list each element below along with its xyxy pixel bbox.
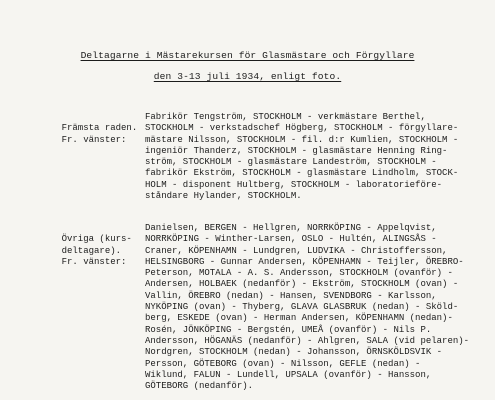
text-line: fabrikör Ekström, STOCKHOLM - glasmästare Lindholm, STOCK- [145,168,459,179]
text-line: mästare Nilsson, STOCKHOLM - fil. d:r Kumlien, STOCKHOLM - [145,134,459,145]
front-row-label-line: Främsta raden. [61,123,138,134]
text-line: NYKÖPING (ovan) - Thyberg, GLAVA GLASBRUK (nedan) - Sköld- [145,302,459,313]
text-line: Danielsen, BERGEN - Hellgren, NORRKÖPING - Appelqvist, [145,223,437,233]
text-line: Persson, GÖTEBORG (ovan) - Nilsson, GEFLE (nedan) - [145,358,421,369]
text-line: ståndare Hylander, STOCKHOLM. [145,191,302,202]
text-line: Nordgren, STOCKHOLM (nedan) - Johansson, ÖRNSKÖLDSVIK - [145,347,443,358]
text-line: Andersen, HOLBAEK (nedanför) - Ekström, STOCKHOLM (ovan) - [145,279,459,290]
text-line: Wiklund, FALUN - Lundell, UPSALA (ovanför) - Hansson, [145,369,432,380]
text-line: GÖTEBORG (nedanför). [145,381,254,392]
other-rows-names [145,223,495,392]
other-rows-label-line: Övriga (kurs- [61,234,132,245]
text-line: berg, ESKEDE (ovan) - Herman Andersen, KÖPENHAMN (nedan)- [145,313,453,324]
other-rows-label-line: deltagare). [61,245,122,256]
text-line: Fabrikör Tengström, STOCKHOLM - verkmästare Berthel, [145,112,426,122]
document-title-line-2: den 3-13 juli 1934, enligt foto. [153,71,342,82]
other-rows-label [40,223,140,279]
front-row-names [145,112,495,202]
text-line: Peterson, MOTALA - A. S. Andersson, STOCKHOLM (ovanför) - [145,268,453,279]
text-line: ingeniör Thanderz, STOCKHOLM - glasmästare Henning Ring- [145,145,448,156]
document-title-line-1: Deltagarne i Mästarekursen för Glasmästare och Förgyllare [80,50,415,61]
text-line: Craner, KÖPENHAMN - Lundgren, LUDVIKA - Christoffersson, [145,245,448,256]
front-row-label-line: Fr. vänster: [61,134,127,145]
text-line: ström, STOCKHOLM - glasmästare Landeström, STOCKHOLM - [145,157,437,168]
front-row-label [40,112,140,157]
text-line: NORRKÖPING - Winther-Larsen, OSLO - Hultén, ALINGSÅS - [145,234,437,245]
text-line: HELSINGBORG - Gunnar Andersen, KÖPENHAMN - Teijler, ÖREBRO- [145,256,464,267]
text-line: Andersson, HÖGANÄS (nedanför) - Ahlgren, SALA (vid pelaren)- [145,335,470,346]
other-rows-label-line: Fr. vänster: [61,256,127,267]
text-line: Vallin, ÖREBRO (nedan) - Hansen, SVENDBORG - Karlsson, [145,290,437,301]
text-line: HOLM - disponent Hultberg, STOCKHOLM - laboratorieföre- [145,179,443,190]
text-line: STOCKHOLM - verkstadschef Högberg, STOCKHOLM - förgyllare- [145,123,459,134]
text-line: Rosén, JÖNKÖPING - Bergstén, UMEÅ (ovanför) - Nils P. [145,324,432,335]
